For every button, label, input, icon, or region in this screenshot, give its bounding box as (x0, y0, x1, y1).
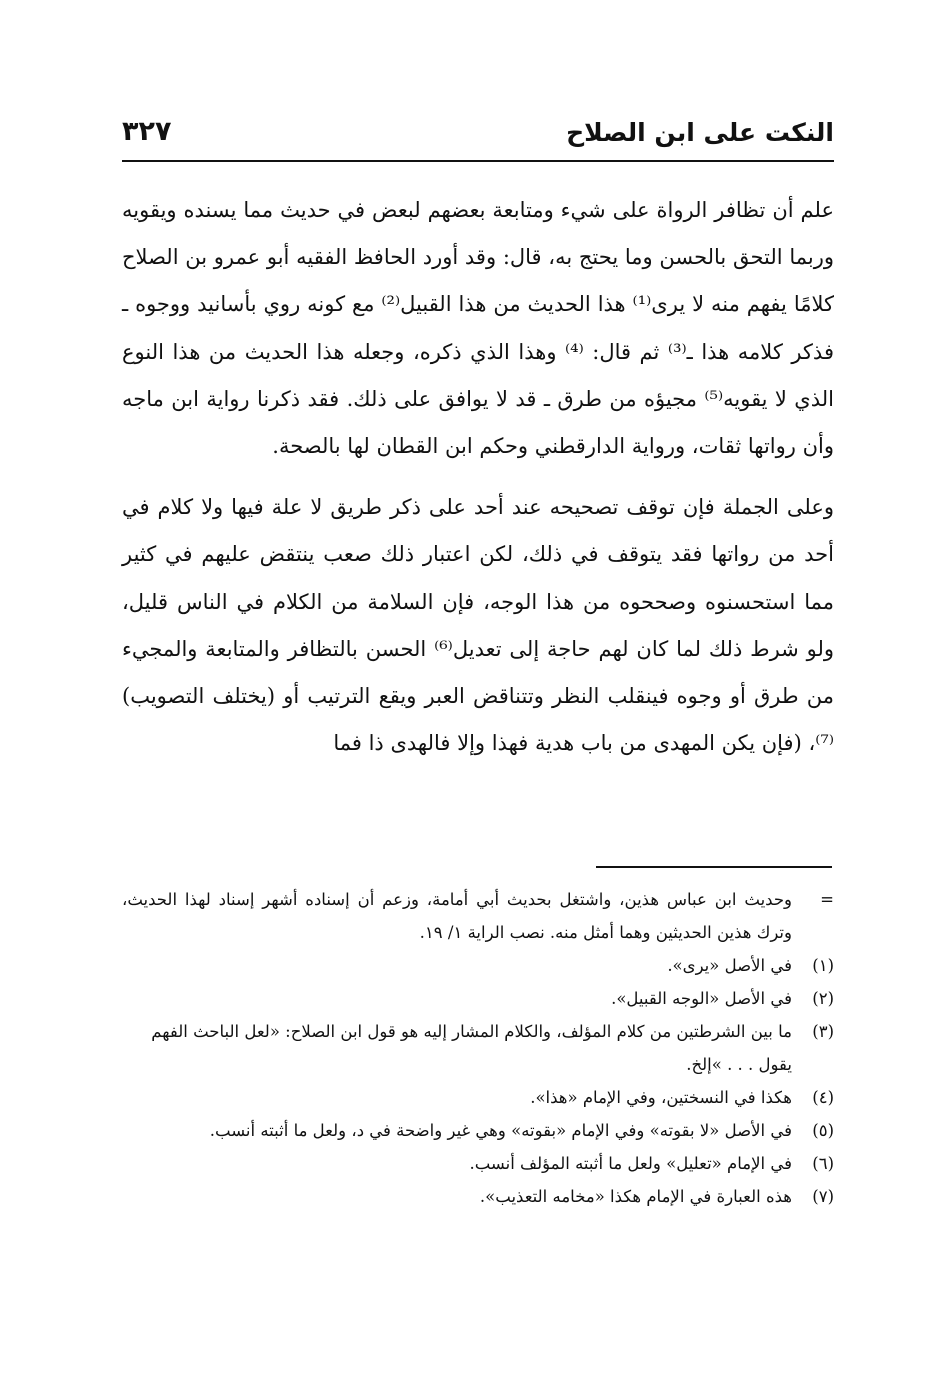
footnote-text: في الأصل «يرى». (667, 956, 792, 975)
footnote-text: في الأصل «الوجه القبيل». (611, 989, 792, 1008)
footnote-number: (٥) (812, 1121, 834, 1140)
header-rule (122, 160, 834, 162)
footnote-number: (٧) (812, 1187, 834, 1206)
footnote-continuation (122, 883, 834, 949)
footnote-text: ما بين الشرطتين من كلام المؤلف، والكلام المشار إليه هو قول ابن الصلاح: «لعل الباحث الفهم يقول . . . »إلخ. (151, 1022, 792, 1074)
footnote-number: (٦) (812, 1154, 834, 1173)
footnote-number: (٢) (812, 989, 834, 1008)
running-head (122, 112, 834, 158)
footnote-rule (596, 866, 832, 868)
page-number: ٣٢٧ (122, 116, 172, 147)
main-text (122, 187, 834, 767)
footnote (122, 1114, 834, 1147)
footnote-text: وحديث ابن عباس هذين، واشتغل بحديث أبي أمامة، وزعم أن إسناده أشهر إسناد لهذا الحديث، وترك هذين الحديثين وهما أمثل منه. نصب الراية ١/ ١٩. (122, 890, 792, 942)
footnote (122, 1147, 834, 1180)
paragraph: علم أن تظافر الرواة على شيء ومتابعة بعضهم لبعض في حديث مما يسنده ويقويه وربما التحق بالحسن وما يحتج به، قال: وقد أورد الحافظ الفقيه أبو عمرو بن الصلاح كلامًا يفهم منه لا يرى⁽¹⁾ هذا الحديث من هذا القبيل⁽²⁾ مع كونه روي بأسانيد ووجوه ـ فذكر كلامه هذا ـ⁽³⁾ ثم قال: ⁽⁴⁾ وهذا الذي ذكره، وجعله هذا الحديث من هذا النوع الذي لا يقويه⁽⁵⁾ مجيؤه من طرق ـ قد لا يوافق على ذلك. فقد ذكرنا رواية ابن ماجه وأن رواتها ثقات، ورواية الدارقطني وحكم ابن القطان لها بالصحة. (122, 198, 834, 459)
book-title: النكت على ابن الصلاح (566, 118, 834, 147)
footnote-number: (٣) (812, 1022, 834, 1041)
footnote (122, 1180, 834, 1213)
paragraph: وعلى الجملة فإن توقف تصحيحه عند أحد على ذكر طريق لا علة فيها ولا كلام في أحد من رواتها فقد يتوقف في ذلك، لكن اعتبار ذلك صعب ينتقض عليهم في كثير مما استحسنوه وصححوه من هذا الوجه، فإن السلامة من الكلام في الناس قليل، ولو شرط ذلك لما كان لهم حاجة إلى تعديل⁽⁶⁾ الحسن بالتظافر والمتابعة والمجيء من طرق أو وجوه فينقلب النظر وتتناقض العبر ويقع الترتيب أو (يختلف التصويب)⁽⁷⁾، (فإن يكن المهدى من باب هدية فهذا وإلا فالهدى ذا فما (122, 495, 835, 756)
footnote (122, 982, 834, 1015)
continuation-mark: = (820, 890, 834, 909)
footnote-number: (٤) (812, 1088, 834, 1107)
footnote (122, 1081, 834, 1114)
footnote (122, 1015, 834, 1081)
footnote-number: (١) (812, 956, 834, 975)
footnote-text: هكذا في النسختين، وفي الإمام «هذا». (530, 1088, 792, 1107)
footnote (122, 949, 834, 982)
footnote-text: في الإمام «تعليل» ولعل ما أثبته المؤلف أنسب. (469, 1154, 792, 1173)
footnote-text: هذه العبارة في الإمام هكذا «مخامه التعذيب». (479, 1187, 792, 1206)
footnotes (122, 883, 834, 1213)
footnote-text: في الأصل «لا بقوته» وفي الإمام «بقوته» وهي غير واضحة في د، ولعل ما أثبته أنسب. (209, 1121, 792, 1140)
